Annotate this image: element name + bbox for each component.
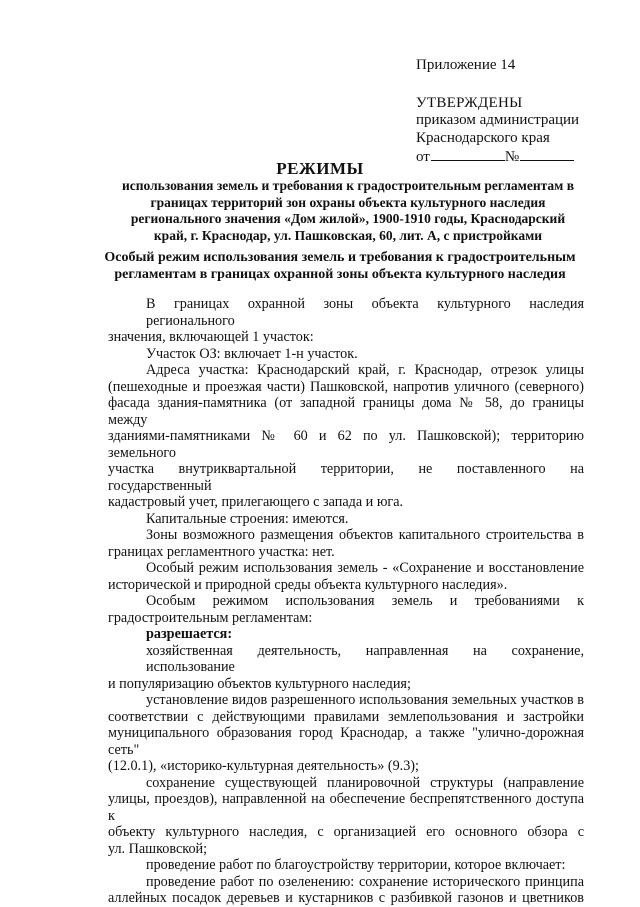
body-line: (пешеходные и проезжая части) Пашковской, напротив уличного (северного) [108,378,584,395]
section-heading-line: Особый режим использования земель и требования к градостроительным [104,250,576,265]
body-line: участка внутриквартальной территории, не поставленного на государственный [108,461,584,494]
body-line: кадастровый учет, прилегающего с запада и юга. [108,494,404,510]
body-line: границах регламентного участка: нет. [108,543,335,560]
body-line: исторической и природной среды объекта культурного наследия». [108,576,508,593]
body-line: Зоны возможного размещения объектов капитального строительства в [146,527,584,543]
body-line: сохранение существующей планировочной структуры (направление [146,774,584,791]
approval-block [416,57,579,167]
body-line: Адреса участка: Краснодарский край, г. Краснодар, отрезок улицы [146,362,584,378]
section-heading-line: регламентам в границах охранной зоны объекта культурного наследия [114,266,566,282]
subtitle-line: регионального значения «Дом жилой», 1900-1910 годы, Краснодарский [130,211,566,227]
body-line: (12.0.1), «историко-культурная деятельность» (9.3); [108,758,419,774]
from-label: от [416,149,430,165]
body-line: аллейных посадок деревьев и кустарников с разбивкой газонов и цветников [108,890,584,906]
body-line: проведение работ по благоустройству территории, которое включает: [146,857,566,873]
subtitle-line: край, г. Краснодар, ул. Пашковская, 60, лит. А, с пристройками [153,227,543,243]
body-line: В границах охранной зоны объекта культурного наследия регионального [146,296,584,329]
body-line: улицы, проездов), направленной на обеспечение беспрепятственного доступа к [108,791,584,824]
approval-line-region: Краснодарского края [416,129,550,146]
body-line: ул. Пашковской; [108,840,208,857]
body-line: Особый режим использования земель - «Сохранение и восстановление [146,560,584,576]
body-line: объекту культурного наследия, с организацией его основного обзора с [108,824,584,840]
approval-line-order: приказом администрации [416,112,580,128]
allowed-heading: разрешается: [146,626,233,642]
body-line: Капитальные строения: имеются. [146,510,349,527]
document-title: РЕЖИМЫ [276,159,364,178]
body-line: и популяризацию объектов культурного наследия; [108,675,411,692]
annex-label: Приложение 14 [416,57,516,73]
body-line: Особым режимом использования земель и требованиями к [146,593,584,609]
body-line: градостроительным регламентам: [108,609,313,626]
body-line: соответствии с действующими правилами землепользования и застройки [108,708,584,725]
body-line: проведение работ по озеленению: сохранение исторического принципа [146,873,584,890]
number-label: № [504,149,520,165]
body-line: Участок ОЗ: включает 1-н участок. [146,345,358,362]
body-line: хозяйственная деятельность, направленная на сохранение, использование [146,642,584,675]
section-heading [100,250,580,283]
body-line: муниципального образования город Краснодар, а также "улично-дорожная сеть" [108,725,584,758]
subtitle-line: использования земель и требования к градостроительным регламентам в [121,178,575,193]
body-line: зданиями-памятниками № 60 и 62 по ул. Пашковской); территорию земельного [108,428,584,461]
document-body [108,296,584,907]
approved-heading: УТВЕРЖДЕНЫ [416,94,523,111]
body-line: значения, включающей 1 участок: [108,329,314,345]
body-line: фасада здания-памятника (от западной границы дома № 58, до границы между [108,395,584,428]
document-subtitle [108,178,588,244]
body-line: установление видов разрешенного использования земельных участков в [146,692,584,708]
subtitle-line: границах территорий зон охраны объекта культурного наследия [150,194,546,210]
